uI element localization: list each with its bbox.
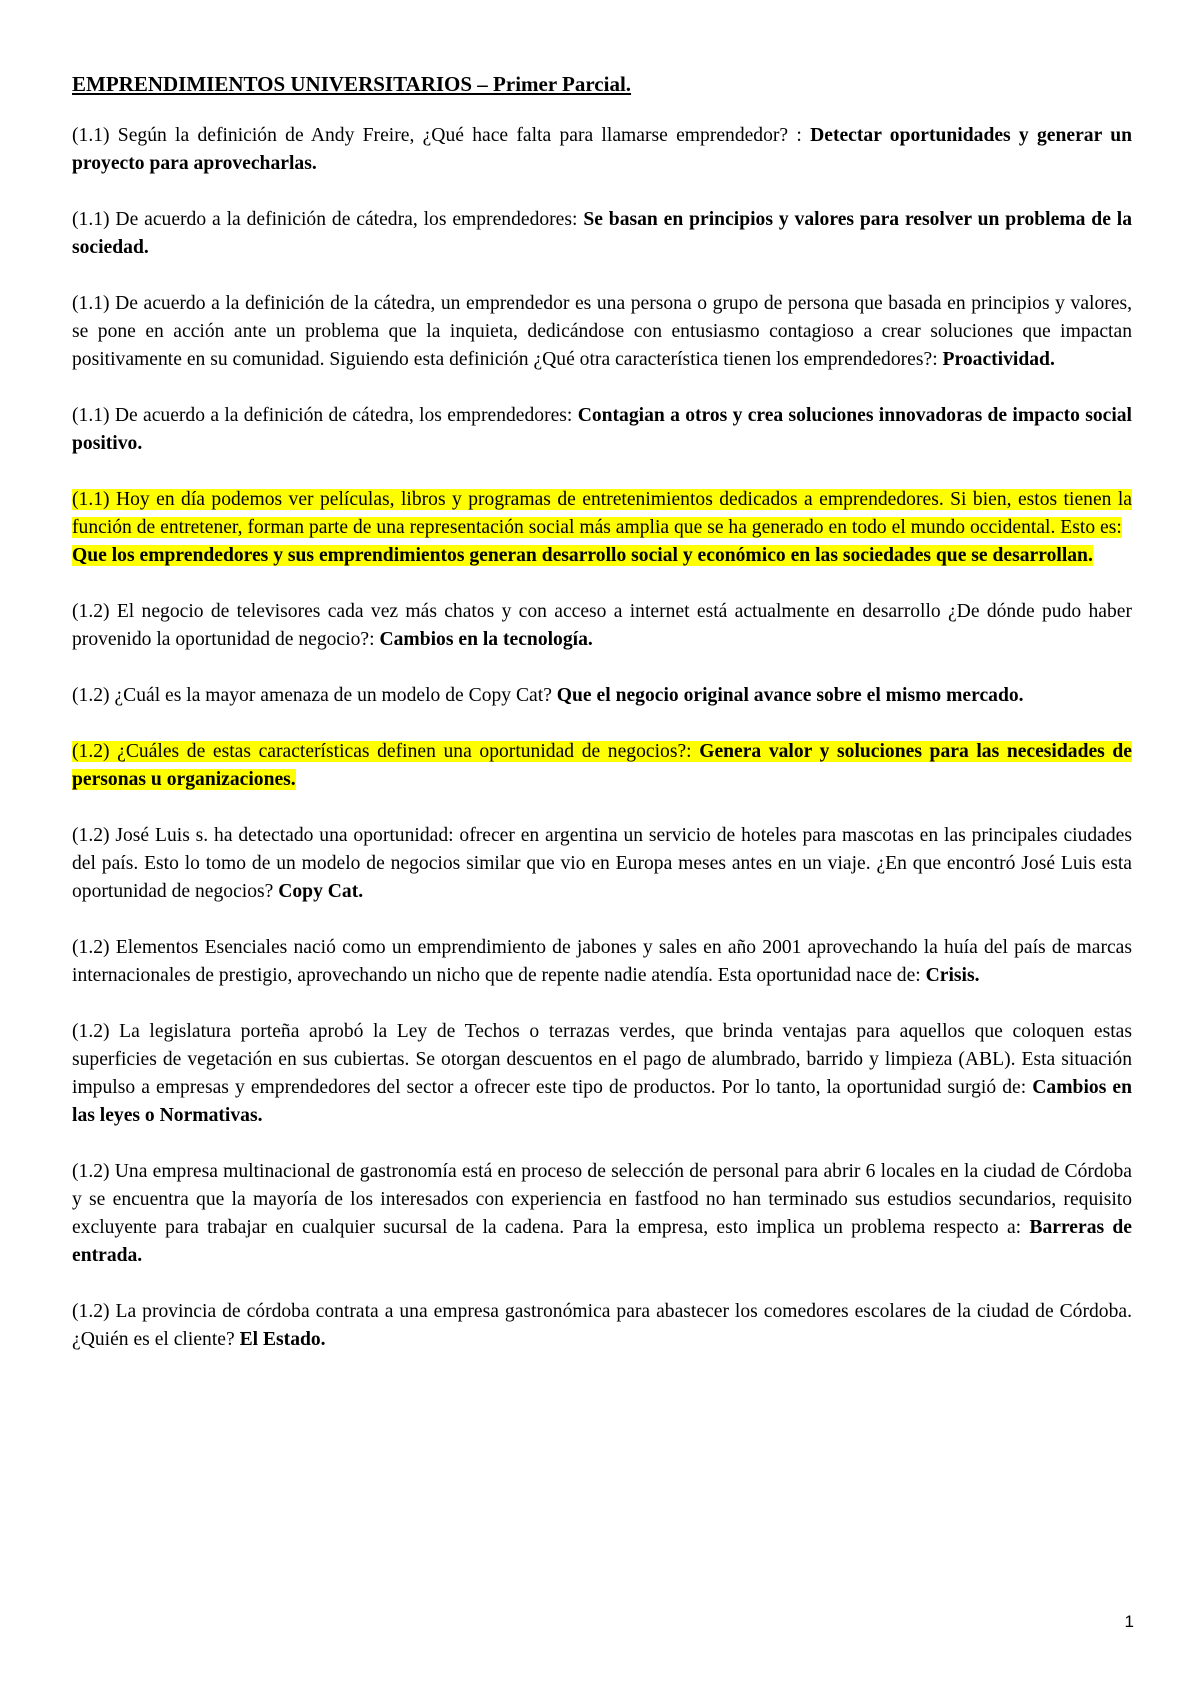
question-answer: Cambios en las leyes o Normativas. (72, 1077, 1132, 1126)
question-text: (1.2) ¿Cuáles de estas características definen una oportunidad de negocios?: (72, 741, 700, 762)
question-wrapper (72, 1301, 1132, 1350)
question-wrapper (72, 601, 1132, 650)
question-text: (1.2) El negocio de televisores cada vez más chatos y con acceso a internet está actualmente en desarrollo ¿De dónde pudo haber provenido la oportunidad de negocio?: (72, 601, 1132, 650)
question-text: (1.1) De acuerdo a la definición de cátedra, los emprendedores: (72, 405, 578, 426)
question-item-highlighted (72, 486, 1132, 570)
question-answer: Que los emprendedores y sus emprendimientos generan desarrollo social y económico en las sociedades que se desarrollan. (72, 545, 1093, 566)
question-item (72, 1298, 1132, 1354)
question-answer: Detectar oportunidades y generar un proyecto para aprovecharlas. (72, 125, 1132, 174)
question-text: (1.2) La legislatura porteña aprobó la Ley de Techos o terrazas verdes, que brinda ventajas para aquellos que coloquen estas superficies de vegetación en sus cubiertas. Se otorgan descuentos en el pago de alumbrado, barrido y limpieza (ABL). Esta situación impulso a empresas y emprendedores del sector a ofrecer este tipo de productos. Por lo tanto, la oportunidad surgió de: (72, 1021, 1132, 1098)
question-wrapper (72, 489, 1132, 566)
question-answer: Contagian a otros y crea soluciones innovadoras de impacto social positivo. (72, 405, 1132, 454)
question-answer: Se basan en principios y valores para resolver un problema de la sociedad. (72, 209, 1133, 258)
question-text: (1.1) Según la definición de Andy Freire, ¿Qué hace falta para llamarse emprendedor? : (72, 125, 811, 146)
question-item (72, 122, 1132, 178)
question-item-highlighted (72, 738, 1132, 794)
question-item (72, 1018, 1132, 1130)
question-answer: El Estado. (239, 1329, 326, 1350)
question-wrapper (72, 1021, 1132, 1126)
question-text: (1.1) De acuerdo a la definición de la cátedra, un emprendedor es una persona o grupo de persona que basada en principios y valores, se pone en acción ante un problema que la inquieta, dedicándose con entusiasmo contagioso a crear soluciones que impactan positivamente en su comunidad. Siguiendo esta definición ¿Qué otra característica tienen los emprendedores?: (72, 293, 1132, 370)
question-answer: Crisis. (925, 965, 980, 986)
question-text: (1.1) De acuerdo a la definición de cátedra, los emprendedores: (72, 209, 584, 230)
question-answer: Cambios en la tecnología. (379, 629, 593, 650)
question-item (72, 682, 1132, 710)
question-item (72, 1158, 1132, 1270)
question-answer: Que el negocio original avance sobre el mismo mercado. (556, 685, 1024, 706)
question-text: (1.2) La provincia de córdoba contrata a una empresa gastronómica para abastecer los comedores escolares de la ciudad de Córdoba. ¿Quién es el cliente? (72, 1301, 1132, 1350)
question-item (72, 402, 1132, 458)
page-number: 1 (1124, 1612, 1134, 1631)
question-answer: Barreras de entrada. (72, 1217, 1132, 1266)
document-title: EMPRENDIMIENTOS UNIVERSITARIOS – Primer Parcial. (72, 72, 632, 96)
question-wrapper (72, 293, 1132, 370)
question-wrapper (72, 825, 1132, 902)
question-wrapper (72, 209, 1132, 258)
question-answer: Proactividad. (942, 349, 1055, 370)
document-page (72, 70, 1132, 1382)
question-text: (1.2) José Luis s. ha detectado una oportunidad: ofrecer en argentina un servicio de hoteles para mascotas en las principales ciudades del país. Esto lo tomo de un modelo de negocios similar que vio en Europa meses antes en un viaje. ¿En que encontró José Luis esta oportunidad de negocios? (72, 825, 1132, 902)
question-item (72, 598, 1132, 654)
question-wrapper (72, 937, 1132, 986)
question-wrapper (72, 405, 1132, 454)
question-item (72, 934, 1132, 990)
question-text: (1.2) Elementos Esenciales nació como un emprendimiento de jabones y sales en año 2001 aprovechando la huía del país de marcas internacionales de prestigio, aprovechando un nicho que de repente nadie atendía. Esta oportunidad nace de: (72, 937, 1132, 986)
question-item (72, 290, 1132, 374)
question-wrapper (72, 125, 1132, 174)
question-text: (1.2) ¿Cuál es la mayor amenaza de un modelo de Copy Cat? (72, 685, 557, 706)
question-answer: Copy Cat. (278, 881, 364, 902)
question-text: (1.2) Una empresa multinacional de gastronomía está en proceso de selección de personal para abrir 6 locales en la ciudad de Córdoba y se encuentra que la mayoría de los interesados con experiencia en fastfood no han terminado sus estudios secundarios, requisito excluyente para trabajar en cualquier sucursal de la cadena. Para la empresa, esto implica un problema respecto a: (72, 1161, 1132, 1238)
question-list (72, 122, 1132, 1354)
question-wrapper (72, 685, 1024, 706)
question-item (72, 206, 1132, 262)
question-text: (1.1) Hoy en día podemos ver películas, libros y programas de entretenimientos dedicados a emprendedores. Si bien, estos tienen la función de entretener, forman parte de una representación social más amplia que se ha generado en todo el mundo occidental. Esto es: (72, 489, 1132, 538)
question-wrapper (72, 1161, 1132, 1266)
question-answer: Genera valor y soluciones para las necesidades de personas u organizaciones. (72, 741, 1132, 790)
question-item (72, 822, 1132, 906)
question-wrapper (72, 741, 1132, 790)
